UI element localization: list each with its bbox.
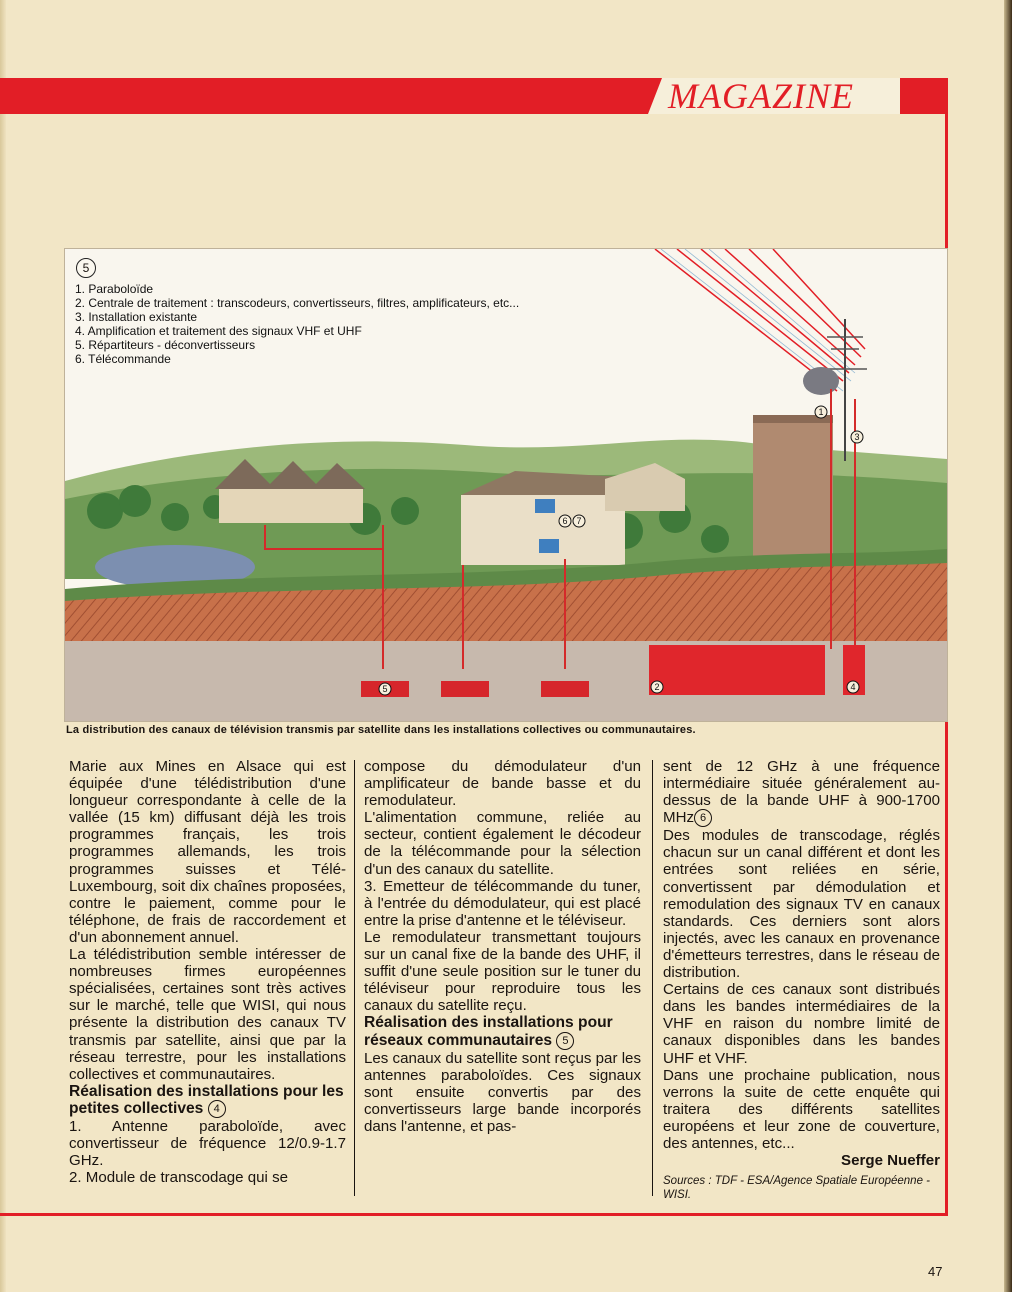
paragraph: 2. Module de transcodage qui se xyxy=(69,1169,289,1187)
paragraph: 1. Antenne paraboloïde, avec convertisseur de fréquence 12/0.9-1.7 GHz. xyxy=(69,1117,346,1170)
paragraph: Les canaux du satellite sont reçus par les antennes paraboloïdes. Ces signaux sont ensuite convertis par des convertisseurs large bande incorporés dans l'antenne, et pas- xyxy=(364,1049,641,1135)
figure-ref-badge: 6 xyxy=(694,809,712,827)
paragraph xyxy=(663,758,940,827)
legend-item: 5. Répartiteurs - déconvertisseurs xyxy=(75,338,256,352)
page-left-shadow xyxy=(0,0,6,1292)
marker-4: 4 xyxy=(850,682,856,692)
legend-item: 4. Amplification et traitement des signaux VHF et UHF xyxy=(75,324,362,338)
page-binding-shadow xyxy=(1004,0,1012,1292)
paragraph-text: sent de 12 GHz à une fréquence intermédiaire située généralement au-dessus de la bande UHF à 900-1700 MHz xyxy=(663,758,940,827)
sources-note: Sources : TDF - ESA/Agence Spatiale Européenne - WISI. xyxy=(663,1175,930,1202)
marker-1: 1 xyxy=(818,407,824,417)
processing-center xyxy=(649,645,825,695)
paragraph: Marie aux Mines en Alsace qui est équipée d'une télédistribution d'une longueur correspondante à celle de la vallée (15 km) diffusant déjà les trois programmes français, les trois programmes allemands, les trois programmes suisses et Télé-Luxembourg, soit dix chaînes proposées, contre le paiement, comme pour le téléphone, de frais de raccordement et d'un abonnement annuel. xyxy=(69,758,346,946)
figure-legend xyxy=(75,282,519,366)
figure-caption: La distribution des canaux de télévision transmis par satellite dans les installations collectives ou communautaires. xyxy=(66,724,696,736)
paragraph: compose du démodulateur d'un amplificateur de bande basse et du remodulateur. xyxy=(364,758,641,810)
article-column-2 xyxy=(364,758,641,1135)
distribution-illustration xyxy=(64,248,948,722)
page-number: 47 xyxy=(928,1264,943,1279)
splitter-box xyxy=(441,681,489,697)
legend-item: 6. Télécommande xyxy=(75,352,171,366)
legend-item: 2. Centrale de traitement : transcodeurs, convertisseurs, filtres, amplificateurs, etc... xyxy=(75,296,520,310)
figure-ref-badge: 5 xyxy=(556,1032,574,1050)
paragraph: Des modules de transcodage, réglés chacun sur un canal différent et dont les entrées sont reliées en série, convertissent par démodulation et remodulation des signaux TV en canaux standards. Ces derniers sont alors injectés, avec les canaux en provenance d'émetteurs terrestres, dans le réseau de distribution. xyxy=(663,827,940,982)
splitter-box xyxy=(541,681,589,697)
paragraph: Le remodulateur transmettant toujours sur un canal fixe de la bande des UHF, il suffit d'une seule position sur le tuner du téléviseur pour reproduire tous les canaux du satellite reçu. xyxy=(364,928,641,1015)
author-signature: Serge Nueffer xyxy=(841,1152,940,1170)
parabolic-dish xyxy=(803,367,839,395)
paragraph: La télédistribution semble intéresser de nombreuses firmes européennes spécialisées, certaines sont très actives sur le marché, telle que WISI, qui nous présente la distribution des canaux TV transmis par satellite, ainsi que par la réseau terrestre, pour les installations collectives et communautaires. xyxy=(69,946,346,1083)
column-divider xyxy=(652,760,653,1196)
paragraph: L'alimentation commune, reliée au secteur, contient également le décodeur de la télécommande pour la sélection d'un des canaux du satellite. xyxy=(364,809,641,878)
marker-3: 3 xyxy=(854,432,860,442)
paragraph: 3. Emetteur de télécommande du tuner, à l'entrée du démodulateur, qui est placé entre la prise d'antenne et le téléviseur. xyxy=(364,877,641,929)
heading-text: Réalisation des installations pour les petites collectives xyxy=(69,1082,344,1117)
article-column-3 xyxy=(663,758,940,1202)
figure-ref-badge: 4 xyxy=(208,1100,226,1118)
figure-number-badge: 5 xyxy=(76,258,96,278)
frame-bottom-rule xyxy=(0,1213,948,1216)
marker-2: 2 xyxy=(654,682,660,692)
heading-text: Réalisation des installations pour réseaux communautaires xyxy=(364,1014,613,1049)
marker-5: 5 xyxy=(382,684,388,694)
article-column-1 xyxy=(69,758,346,1186)
paragraph: Certains de ces canaux sont distribués dans les bandes intermédiaires de la VHF en raison du nombre limité de canaux disponibles dans les bandes UHF et VHF. xyxy=(663,981,940,1067)
column-divider xyxy=(354,760,355,1196)
section-heading xyxy=(69,1083,346,1118)
marker-6: 6 xyxy=(562,516,568,526)
legend-item: 1. Paraboloïde xyxy=(75,282,154,296)
paragraph: Dans une prochaine publication, nous verrons la suite de cette enquête qui traitera des différents satellites européens et leur zone de couverture, des antennes, etc... xyxy=(663,1066,940,1152)
marker-7: 7 xyxy=(576,516,582,526)
section-heading xyxy=(364,1014,641,1049)
legend-item: 3. Installation existante xyxy=(75,310,198,324)
section-title: MAGAZINE xyxy=(668,76,854,116)
terraced-houses xyxy=(215,459,365,523)
